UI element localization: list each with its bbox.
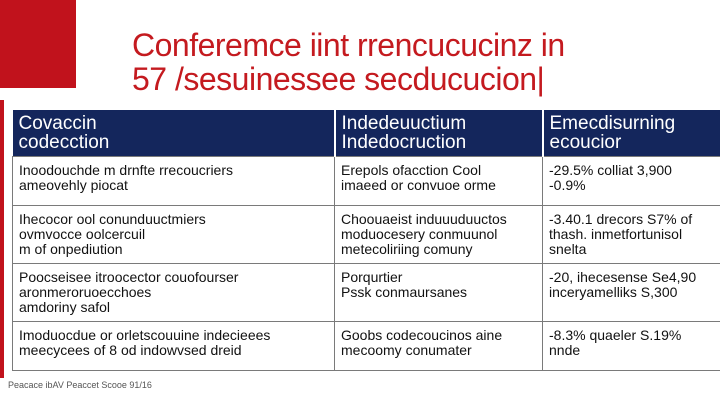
slide-title [132,28,692,96]
table-row [13,206,720,264]
table-cell: Erepols ofacction Cool imaeed or convuoe orme [335,157,543,206]
column-header: Emecdisurning ecoucior [543,110,720,157]
table-cell: Choouaeist induuuduuctos moduocesery conmuunol metecoliriing comuny [335,206,543,264]
table-cell: Imoduocdue or orletscouuine indecieees meecycees of 8 od indowvsed dreid [13,322,335,371]
table-cell: -8.3% quaeler S.19% nnde [543,322,720,371]
table-cell: Inoodouchde m drnfte rrecoucriers ameovehly piocat [13,157,335,206]
table-row [13,157,720,206]
table-row [13,322,720,371]
red-corner-accent [0,0,76,88]
column-header: Indedeuuctium Indedocruction [335,110,543,157]
table-cell: -29.5% colliat 3,900 -0.9% [543,157,720,206]
title-line-2: 57 /sesuinessee secducucion| [132,61,545,97]
table-cell: Ihecocor ool conunduuctmiers ovmvocce oolcercuil m of onpediution [13,206,335,264]
data-table [12,110,720,371]
table-header-row [13,110,720,157]
title-line-1: Conferemce iint rrencucucinz in [132,27,565,63]
table-row [13,264,720,322]
table-cell: Goobs codecoucinos aine mecoomy conumater [335,322,543,371]
table-frame [0,100,720,378]
table-cell: Porqurtier Pssk conmaursanes [335,264,543,322]
table-cell: -20, ihecesense Se4,90 inceryamelliks S,300 [543,264,720,322]
source-footnote: Peacace ibAV Peaccet Scooe 91/16 [8,380,152,390]
column-header: Covaccin codecction [13,110,335,157]
table-cell: -3.40.1 drecors S7% of thash. inmetfortunisol snelta [543,206,720,264]
table-cell: Poocseisee itroocector couofourser aronmeroruoecchoes amdoriny safol [13,264,335,322]
